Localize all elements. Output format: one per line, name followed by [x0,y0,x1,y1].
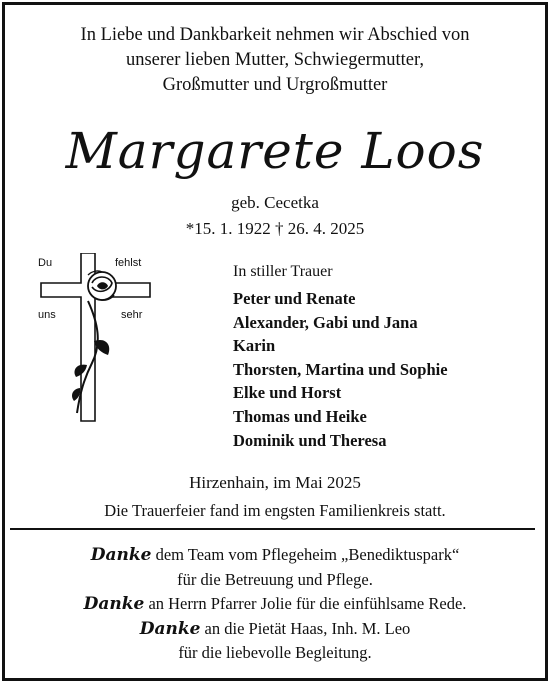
thanks-line [5,592,545,617]
mourner-name: Thomas und Heike [233,406,367,426]
thanks-line [5,543,545,568]
thanks-line: für die Betreuung und Pflege. [177,569,373,589]
deceased-name: Margarete Loos [65,122,485,180]
mourners-block [233,263,448,452]
mourner-name: Karin [233,336,276,356]
mourner-name: Alexander, Gabi und Jana [233,312,418,332]
obituary-card [2,2,548,681]
intro-line: Großmutter und Urgroßmutter [162,75,388,95]
place-date: Hirzenhain, im Mai 2025 [189,473,361,492]
intro-line: unserer lieben Mutter, Schwiegermutter, [125,50,424,70]
cross-word-fehlst: fehlst [115,257,142,269]
cross-rose-icon [32,253,158,425]
danke-word: Danke [90,545,152,565]
funeral-note: Die Trauerfeier fand im engsten Familienkreis statt. [104,501,446,520]
thanks-text: an Herrn Pfarrer Jolie für die einfühlsame Rede. [148,594,467,613]
intro-line: In Liebe und Dankbarkeit nehmen wir Abschied von [80,25,470,45]
thanks-line: für die liebevolle Begleitung. [178,643,372,662]
thanks-text: dem Team vom Pflegeheim „Benediktuspark“ [155,545,460,564]
mourner-name: Peter und Renate [233,289,356,308]
thanks-line [5,617,545,642]
cross-word-uns: uns [38,309,56,321]
life-dates: *15. 1. 1922 † 26. 4. 2025 [185,219,365,238]
cross-word-du: Du [38,257,53,269]
cross-with-rose [32,253,158,425]
thanks-text: an die Pietät Haas, Inh. M. Leo [204,618,411,638]
mourner-name: Dominik und Theresa [233,430,387,450]
danke-word: Danke [83,594,145,614]
thanks-block [5,543,545,666]
mourners-intro: In stiller Trauer [233,263,333,280]
danke-word: Danke [139,618,201,639]
cross-word-sehr: sehr [121,309,143,321]
intro-text [5,23,545,98]
birth-name: geb. Cecetka [231,193,319,212]
mourner-name: Thorsten, Martina und Sophie [233,359,448,379]
divider [10,528,535,530]
mourner-name: Elke und Horst [233,383,342,403]
